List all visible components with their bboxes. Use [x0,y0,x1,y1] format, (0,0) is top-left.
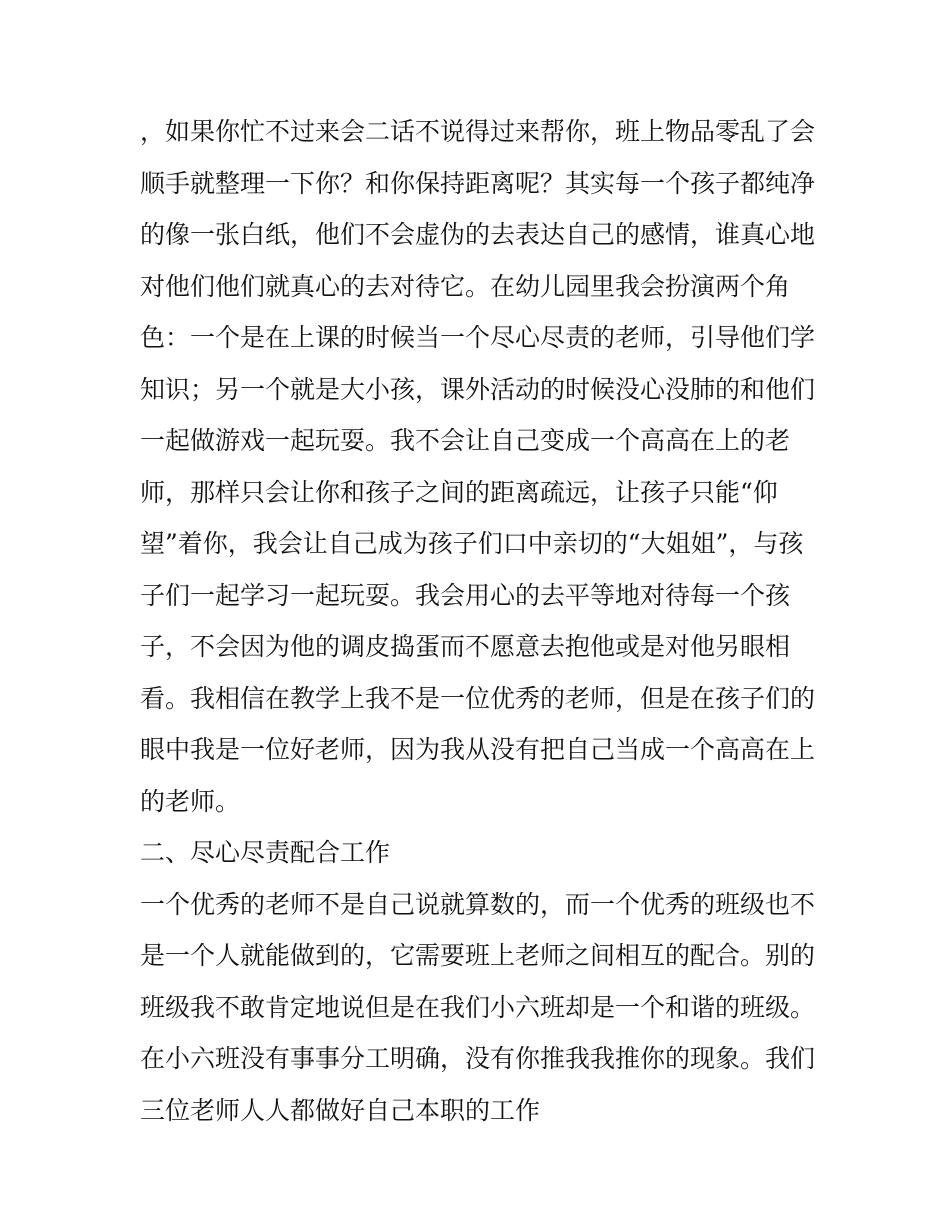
text-line: 对他们他们就真心的去对待它。在幼儿园里我会扮演两个角 [140,271,791,301]
text-line: 眼中我是一位好老师，因为我从没有把自己当成一个高高在上 [140,735,816,764]
text-line: 望”着你，我会让自己成为孩子们口中亲切的“大姐姐”，与孩 [140,529,804,558]
text-line: 是一个人就能做到的，它需要班上老师之间相互的配合。别的 [140,941,816,970]
text-line: 三位老师人人都做好自己本职的工作 [140,1095,541,1125]
text-line: 顺手就整理一下你？和你保持距离呢？其实每一个孩子都纯净 [140,168,816,198]
text-line: 色：一个是在上课的时候当一个尽心尽责的老师，引导他们学 [140,323,816,352]
text-line: 师，那样只会让你和孩子之间的距离疏远，让孩子只能“仰 [140,477,778,507]
text-line: ，如果你忙不过来会二话不说得过来帮你，班上物品零乱了会 [140,117,816,146]
text-line: 一起做游戏一起玩耍。我不会让自己变成一个高高在上的老 [140,426,791,455]
document-body [140,106,820,1136]
text-line: 看。我相信在教学上我不是一位优秀的老师，但是在孩子们的 [140,683,816,713]
text-line: 子们一起学习一起玩耍。我会用心的去平等地对待每一个孩 [140,580,791,610]
text-line: 子，不会因为他的调皮捣蛋而不愿意去抱他或是对他另眼相 [140,632,791,661]
text-line: 知识；另一个就是大小孩，课外活动的时候没心没肺的和他们 [140,374,816,404]
section-heading: 二、尽心尽责配合工作 [140,838,391,867]
text-line: 的像一张白纸，他们不会虚伪的去表达自己的感情，谁真心地 [140,220,816,249]
text-line: 班级我不敢肯定地说但是在我们小六班却是一个和谐的班级。 [140,992,816,1022]
text-line: 在小六班没有事事分工明确，没有你推我我推你的现象。我们 [140,1044,816,1073]
text-line: 一个优秀的老师不是自己说就算数的，而一个优秀的班级也不 [140,889,816,919]
text-line: 的老师。 [140,786,241,816]
